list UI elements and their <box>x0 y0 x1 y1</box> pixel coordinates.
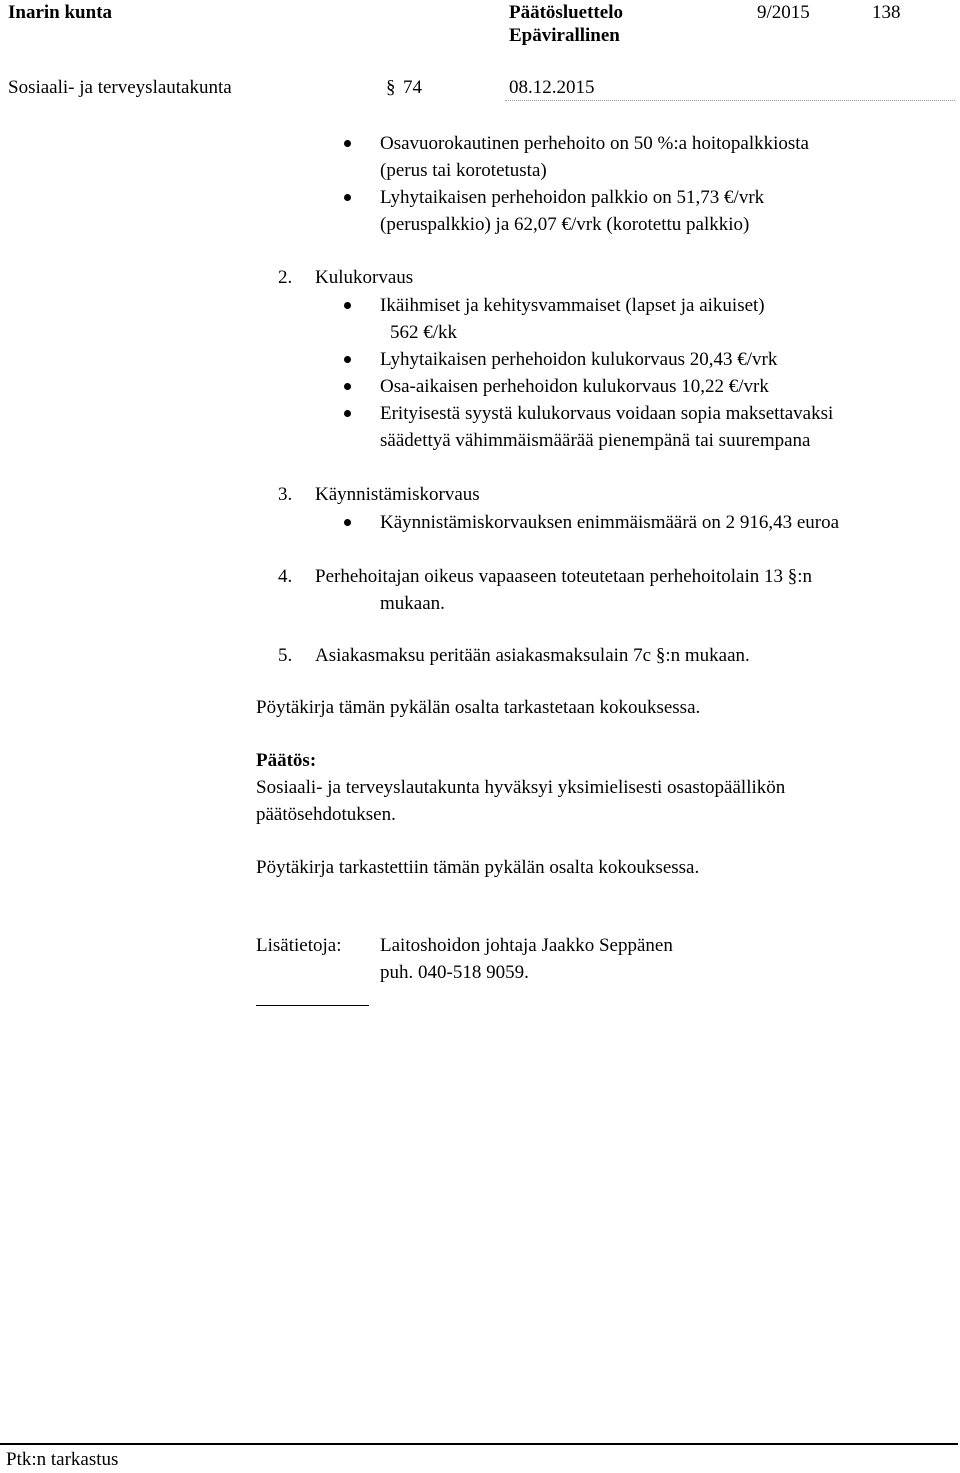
bullet-text: Lyhytaikaisen perhehoidon palkkio on 51,73 €/vrk <box>380 187 765 208</box>
list-number: 2. <box>278 267 293 288</box>
info-phone: puh. 040-518 9059. <box>380 962 529 983</box>
bullet-text: Ikäihmiset ja kehitysvammaiset (lapset ja aikuiset) <box>380 295 765 316</box>
bullet-text-continued: (perus tai korotetusta) <box>380 160 547 181</box>
bullet-text-continued: säädettyä vähimmäismäärää pienempänä tai suurempana <box>380 430 811 451</box>
bullet-text-continued: 562 €/kk <box>390 322 458 343</box>
footer-label: Ptk:n tarkastus <box>6 1449 119 1470</box>
list-item-title: Kulukorvaus <box>315 267 414 288</box>
page-number: 138 <box>872 2 901 23</box>
section-number: 74 <box>403 77 422 98</box>
bullet-dot <box>344 356 351 363</box>
bullet-text: Erityisestä syystä kulukorvaus voidaan sopia maksettavaksi <box>380 403 834 424</box>
list-item-text: Perhehoitajan oikeus vapaaseen toteutetaan perhehoitolain 13 §:n <box>315 566 812 587</box>
check-note: Pöytäkirja tämän pykälän osalta tarkastetaan kokouksessa. <box>256 697 701 718</box>
bullet-dot <box>344 410 351 417</box>
list-number: 4. <box>278 566 293 587</box>
decision-text: Sosiaali- ja terveyslautakunta hyväksyi yksimielisesti osastopäällikön <box>256 777 786 798</box>
document-title: Päätösluettelo <box>509 2 623 23</box>
bullet-dot <box>344 383 351 390</box>
municipality-name: Inarin kunta <box>8 2 113 23</box>
bullet-dot <box>344 194 351 201</box>
bullet-text: Osa-aikaisen perhehoidon kulukorvaus 10,22 €/vrk <box>380 376 769 397</box>
decision-label: Päätös: <box>256 750 317 771</box>
bullet-text: Käynnistämiskorvauksen enimmäismäärä on 2 916,43 euroa <box>380 512 840 533</box>
issue-number: 9/2015 <box>757 2 810 23</box>
bullet-text-continued: (peruspalkkio) ja 62,07 €/vrk (korotettu palkkio) <box>380 214 750 235</box>
info-contact: Laitoshoidon johtaja Jaakko Seppänen <box>380 935 673 956</box>
info-label: Lisätietoja: <box>256 935 342 956</box>
list-item-title: Käynnistämiskorvaus <box>315 484 480 505</box>
list-number: 5. <box>278 645 293 666</box>
list-item-text-continued: mukaan. <box>380 593 445 614</box>
bullet-dot <box>344 519 351 526</box>
section-mark: § <box>386 77 396 98</box>
list-number: 3. <box>278 484 293 505</box>
bullet-dot <box>344 302 351 309</box>
bullet-dot <box>344 140 351 147</box>
header-divider <box>505 100 955 101</box>
signature-line <box>256 1005 369 1006</box>
checked-note: Pöytäkirja tarkastettiin tämän pykälän osalta kokouksessa. <box>256 857 700 878</box>
bullet-text: Lyhytaikaisen perhehoidon kulukorvaus 20,43 €/vrk <box>380 349 778 370</box>
meeting-date: 08.12.2015 <box>509 77 595 98</box>
committee-name: Sosiaali- ja terveyslautakunta <box>8 77 232 98</box>
bullet-text: Osavuorokautinen perhehoito on 50 %:a hoitopalkkiosta <box>380 133 809 154</box>
document-status: Epävirallinen <box>509 25 620 46</box>
footer-divider <box>0 1443 958 1445</box>
list-item-text: Asiakasmaksu peritään asiakasmaksulain 7c §:n mukaan. <box>315 645 750 666</box>
decision-text-continued: päätösehdotuksen. <box>256 804 396 825</box>
